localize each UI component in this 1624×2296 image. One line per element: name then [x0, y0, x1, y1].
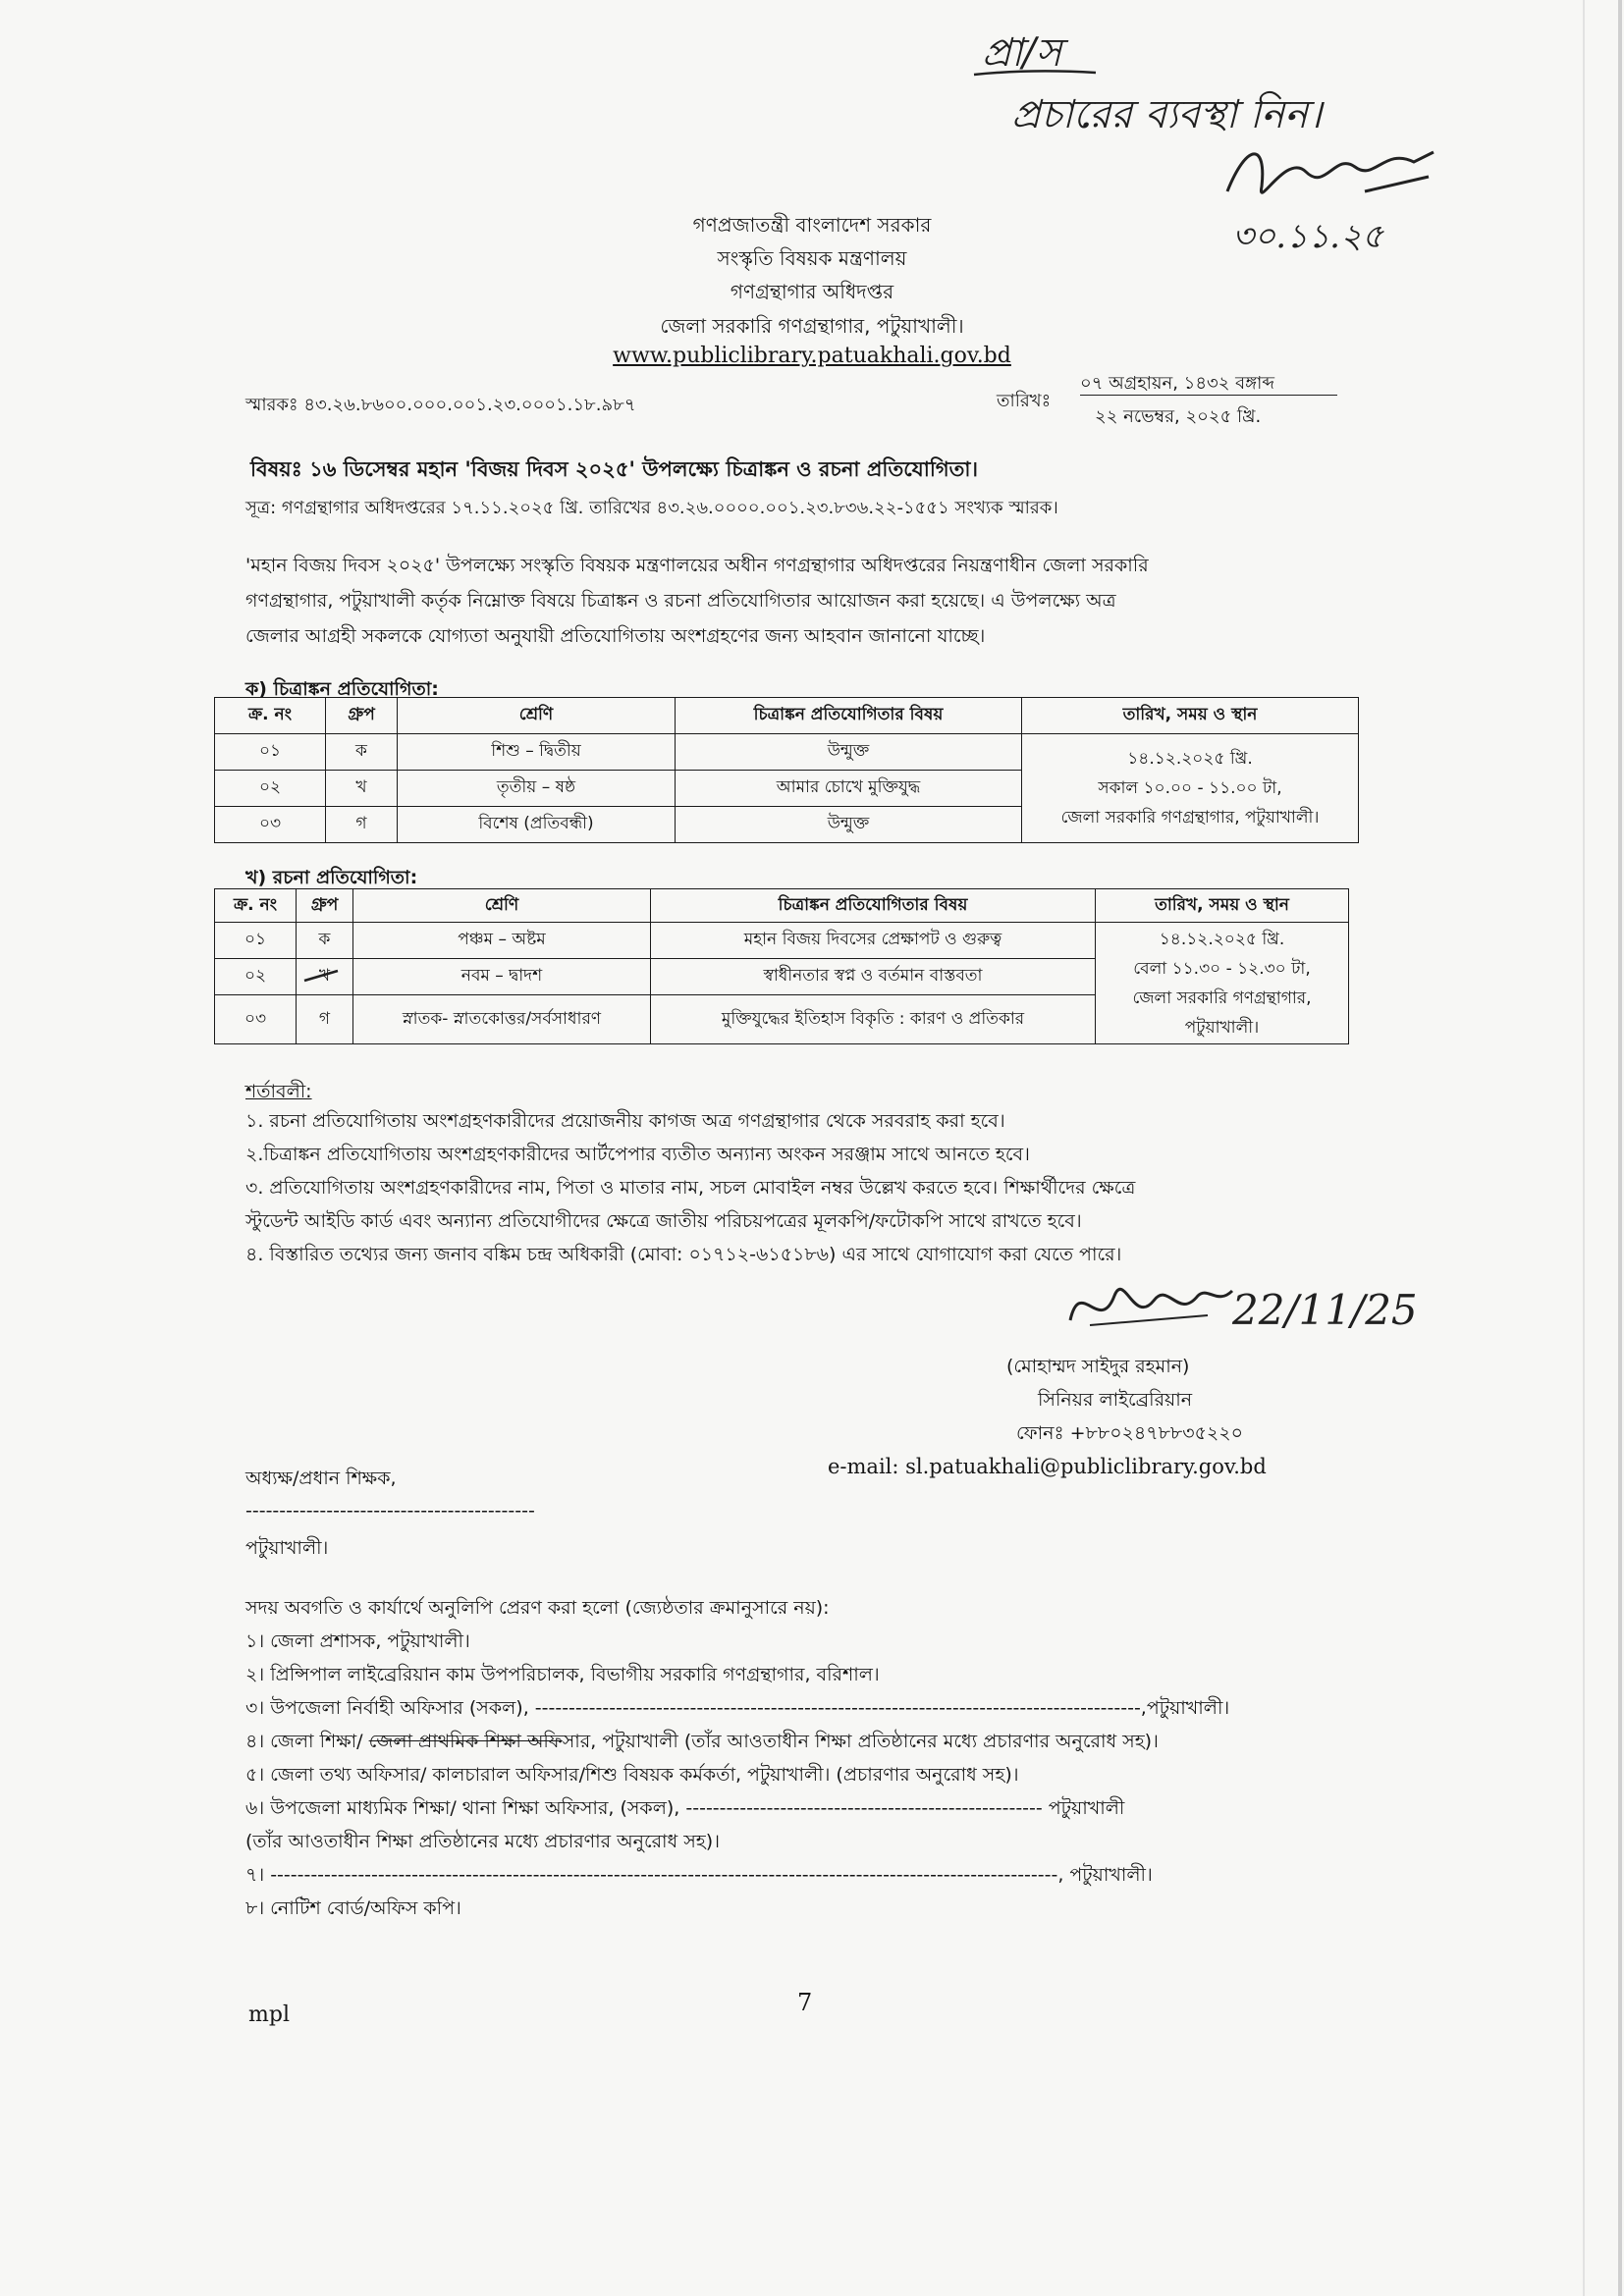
- recipient-title: অধ্যক্ষ/প্রধান শিক্ষক,: [245, 1468, 397, 1489]
- cell-group: ক: [297, 923, 353, 959]
- cell-class: বিশেষ (প্রতিবন্ধী): [398, 807, 676, 843]
- handwritten-instruction: প্রচারের ব্যবস্থা নিন।: [1011, 92, 1323, 137]
- condition-item: ২.চিত্রাঙ্কন প্রতিযোগিতায় অংশগ্রহণকারীদের আর্টপেপার ব্যতীত অন্যান্য অংকন সরঞ্জাম সাথে আনতে হবে।: [245, 1144, 1030, 1165]
- schedule-date: ১৪.১২.২০২৫ খ্রি.: [1159, 929, 1285, 949]
- body-line-3: জেলার আগ্রহী সকলকে যোগ্যতা অনুযায়ী প্রতিযোগিতায় অংশগ্রহণের জন্য আহবান জানানো যাচ্ছে।: [245, 625, 986, 647]
- handwritten-date: ৩০.১১.২৫: [1232, 217, 1384, 256]
- cell-class: স্নাতক- স্নাতকোত্তর/সর্বসাধারণ: [353, 995, 651, 1044]
- memo-date-label: তারিখঃ: [997, 391, 1052, 411]
- condition-item: স্টুডেন্ট আইডি কার্ড এবং অন্যান্য প্রতিযোগীদের ক্ষেত্রে জাতীয় পরিচয়পত্রের মূলকপি/ফটোকপি সাথে রাখতে হবে।: [245, 1210, 1082, 1232]
- body-line-2: গণগ্রন্থাগার, পটুয়াখালী কর্তৃক নিম্নোক্ত বিষয়ে চিত্রাঙ্কন ও রচনা প্রতিযোগিতার আয়োজন করা হয়েছে। এ উপলক্ষ্যে অত্র: [245, 590, 1116, 612]
- copy-item-4-suffix: সার, পটুয়াখালী (তাঁর আওতাধীন শিক্ষা প্রতিষ্ঠানের মধ্যে প্রচারণার অনুরোধ সহ)।: [562, 1731, 1159, 1752]
- schedule-date: ১৪.১২.২০২৫ খ্রি.: [1127, 749, 1253, 769]
- copy-item-4-struck: জেলা প্রাথমিক শিক্ষা অফি: [368, 1731, 563, 1752]
- schedule-venue: জেলা সরকারি গণগ্রন্থাগার, পটুয়াখালী।: [1060, 808, 1320, 828]
- handwritten-initials: [1218, 133, 1443, 221]
- cell-class: শিশু – দ্বিতীয়: [398, 734, 676, 771]
- copy-item: ৫। জেলা তথ্য অফিসার/ কালচারাল অফিসার/শিশু বিষয়ক কর্মকর্তা, পটুয়াখালী। (প্রচারণার অনুরোধ সহ)।: [245, 1764, 1019, 1786]
- copy-item: (তাঁর আওতাধীন শিক্ষা প্রতিষ্ঠানের মধ্যে প্রচারণার অনুরোধ সহ)।: [245, 1831, 720, 1852]
- copies-heading: সদয় অবগতি ও কার্যার্থে অনুলিপি প্রেরণ করা হলো (জ্যেষ্ঠতার ক্রমানুসারে নয়):: [245, 1597, 830, 1619]
- handwritten-correction-mark: [302, 967, 342, 987]
- essay-heading: খ) রচনা প্রতিযোগিতা:: [245, 867, 418, 888]
- cell-group: খ: [326, 771, 398, 807]
- schedule-venue: জেলা সরকারি গণগ্রন্থাগার,: [1132, 988, 1312, 1008]
- copy-item: ২। প্রিন্সিপাল লাইব্রেরিয়ান কাম উপপরিচালক, বিভাগীয় সরকারি গণগ্রন্থাগার, বরিশাল।: [245, 1664, 880, 1685]
- col-class: শ্রেণি: [353, 889, 651, 923]
- cell-topic: উন্মুক্ত: [676, 734, 1022, 771]
- cell-serial: ০২: [215, 771, 326, 807]
- header-government: গণপ্রজাতন্ত্রী বাংলাদেশ সরকার: [692, 213, 932, 237]
- copy-item: ৭। ---------------------------------------------------------------------------------------------------------------------, পটুয়াখালী।: [245, 1864, 1153, 1886]
- header-ministry: সংস্কৃতি বিষয়ক মন্ত্রণালয়: [717, 246, 907, 270]
- page-edge-inner: [1583, 0, 1585, 2296]
- subject-line: বিষয়ঃ ১৬ ডিসেম্বর মহান 'বিজয় দিবস ২০২৫' উপলক্ষ্যে চিত্রাঙ্কন ও রচনা প্রতিযোগিতা।: [250, 457, 978, 481]
- cell-serial: ০২: [215, 959, 297, 995]
- drawing-heading: ক) চিত্রাঙ্কন প্রতিযোগিতা:: [245, 678, 439, 700]
- cell-topic: স্বাধীনতার স্বপ্ন ও বর্তমান বাস্তবতা: [651, 959, 1096, 995]
- condition-item: ১. রচনা প্রতিযোগিতায় অংশগ্রহণকারীদের প্রয়োজনীয় কাগজ অত্র গণগ্রন্থাগার থেকে সরবরাহ করা হবে।: [245, 1110, 1005, 1132]
- signatory-phone: ফোনঃ +৮৮০২৪৭৮৮৩৫২২০: [1016, 1422, 1243, 1444]
- condition-item: ৪. বিস্তারিত তথ্যের জন্য জনাব বঙ্কিম চন্দ্র অধিকারী (মোবা: ০১৭১২-৬১৫১৮৬) এর সাথে যোগাযোগ করা যেতে পারে।: [245, 1244, 1122, 1265]
- copy-item-4-prefix: ৪। জেলা শিক্ষা/: [245, 1731, 369, 1752]
- col-serial: ক্র. নং: [215, 889, 297, 923]
- page-edge: [1618, 0, 1622, 2296]
- col-topic: চিত্রাঙ্কন প্রতিযোগিতার বিষয়: [651, 889, 1096, 923]
- cell-group: [297, 959, 353, 995]
- copy-item: ১। জেলা প্রশাসক, পটুয়াখালী।: [245, 1630, 470, 1652]
- drawing-table: [214, 697, 1359, 843]
- essay-table: [214, 888, 1349, 1044]
- memo-date-bangla: ০৭ অগ্রহায়ন, ১৪৩২ বঙ্গাব্দ: [1080, 373, 1274, 394]
- cell-group: গ: [326, 807, 398, 843]
- memo-reference: স্মারকঃ ৪৩.২৬.৮৬০০.০০০.০০১.২৩.০০০১.১৮.৯৮৭: [245, 395, 636, 415]
- signatory-name: (মোহাম্মদ সাইদুর রহমান): [1006, 1356, 1190, 1377]
- cell-group: ক: [326, 734, 398, 771]
- cell-schedule: [1096, 923, 1349, 1044]
- cell-serial: ০১: [215, 923, 297, 959]
- handwritten-underline: [972, 69, 1100, 79]
- cell-serial: ০৩: [215, 807, 326, 843]
- cell-serial: ০১: [215, 734, 326, 771]
- copy-item-4: [245, 1728, 1159, 1759]
- cell-group-text: খ: [318, 966, 331, 986]
- col-class: শ্রেণি: [398, 698, 676, 734]
- col-schedule: তারিখ, সময় ও স্থান: [1022, 698, 1359, 734]
- drawing-table-header: [215, 698, 1359, 734]
- schedule-time: সকাল ১০.০০ - ১১.০০ টা,: [1098, 778, 1282, 798]
- schedule-time: বেলা ১১.৩০ - ১২.৩০ টা,: [1133, 958, 1311, 979]
- page-number: 7: [797, 1989, 813, 2016]
- col-serial: ক্র. নং: [215, 698, 326, 734]
- header-website[interactable]: www.publiclibrary.patuakhali.gov.bd: [613, 344, 1011, 368]
- source-reference: সূত্র: গণগ্রন্থাগার অধিদপ্তরের ১৭.১১.২০২৫ খ্রি. তারিখের ৪৩.২৬.০০০০.০০১.২৩.৮৩৬.২২-১৫৫১ সংখ্যক স্মারক।: [245, 498, 1058, 518]
- table-row: [215, 923, 1349, 959]
- memo-date-english: ২২ নভেম্বর, ২০২৫ খ্রি.: [1095, 406, 1262, 427]
- schedule-district: পটুয়াখালী।: [1184, 1017, 1260, 1038]
- handwritten-note: প্রা/স: [982, 30, 1062, 76]
- body-line-1: 'মহান বিজয় দিবস ২০২৫' উপলক্ষ্যে সংস্কৃতি বিষয়ক মন্ত্রণালয়ের অধীন গণগ্রন্থাগার অধিদপ্তরের নিয়ন্ত্রণাধীন জেলা সরকারি: [245, 555, 1149, 576]
- copy-item: ৬। উপজেলা মাধ্যমিক শিক্ষা/ থানা শিক্ষা অফিসার, (সকল), ----------------------------------------------------- পটুয়াখালী: [245, 1797, 1125, 1819]
- signature-date: 22/11/25: [1232, 1286, 1418, 1334]
- copy-item: ৩। উপজেলা নির্বাহী অফিসার (সকল), ------------------------------------------------------------------------------------------,পটুয়াখালী।: [245, 1697, 1230, 1719]
- cell-topic: মহান বিজয় দিবসের প্রেক্ষাপট ও গুরুত্ব: [651, 923, 1096, 959]
- cell-topic: আমার চোখে মুক্তিযুদ্ধ: [676, 771, 1022, 807]
- essay-table-header: [215, 889, 1349, 923]
- cell-class: পঞ্চম – অষ্টম: [353, 923, 651, 959]
- condition-item: ৩. প্রতিযোগিতায় অংশগ্রহণকারীদের নাম, পিতা ও মাতার নাম, সচল মোবাইল নম্বর উল্লেখ করতে হবে। শিক্ষার্থীদের ক্ষেত্রে: [245, 1177, 1136, 1199]
- cell-serial: ০৩: [215, 995, 297, 1044]
- col-schedule: তারিখ, সময় ও স্থান: [1096, 889, 1349, 923]
- header-office: জেলা সরকারি গণগ্রন্থাগার, পটুয়াখালী।: [660, 314, 964, 338]
- table-row: [215, 734, 1359, 771]
- col-group: গ্রুপ: [297, 889, 353, 923]
- cell-class: তৃতীয় – ষষ্ঠ: [398, 771, 676, 807]
- cell-class: নবম – দ্বাদশ: [353, 959, 651, 995]
- conditions-heading: শর্তাবলী:: [245, 1081, 312, 1102]
- recipient-blank: -------------------------------------------: [245, 1500, 535, 1522]
- date-divider: [1080, 395, 1337, 396]
- copy-item: ৮। নোটিশ বোর্ড/অফিস কপি।: [245, 1897, 461, 1919]
- cell-schedule: [1022, 734, 1359, 843]
- col-group: গ্রুপ: [326, 698, 398, 734]
- cell-topic: মুক্তিযুদ্ধের ইতিহাস বিকৃতি : কারণ ও প্রতিকার: [651, 995, 1096, 1044]
- signature: [1060, 1266, 1237, 1345]
- signatory-email[interactable]: e-mail: sl.patuakhali@publiclibrary.gov.bd: [828, 1455, 1267, 1478]
- header-directorate: গণগ্রন্থাগার অধিদপ্তর: [730, 280, 894, 303]
- cell-topic: উন্মুক্ত: [676, 807, 1022, 843]
- recipient-place: পটুয়াখালী।: [245, 1537, 329, 1559]
- col-topic: চিত্রাঙ্কন প্রতিযোগিতার বিষয়: [676, 698, 1022, 734]
- footer-mpl: mpl: [248, 2002, 290, 2027]
- cell-group: গ: [297, 995, 353, 1044]
- signatory-title: সিনিয়র লাইব্রেরিয়ান: [1038, 1389, 1193, 1411]
